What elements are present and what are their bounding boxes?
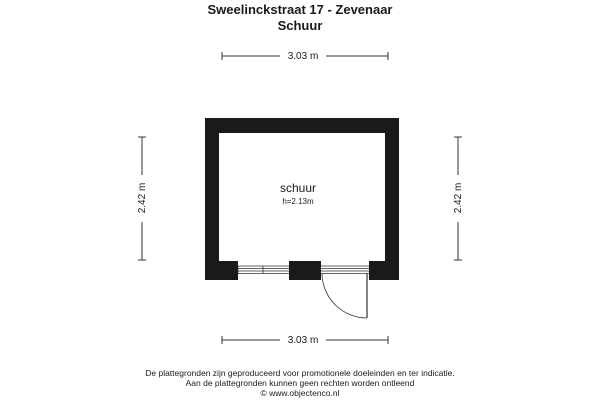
- dimension-bottom: [222, 335, 388, 346]
- dimension-right-label: 2.42 m: [453, 182, 464, 214]
- dimension-left: [137, 137, 148, 260]
- dimension-top: [222, 51, 388, 62]
- dimension-bottom-label: 3.03 m: [287, 335, 319, 346]
- plan-subtitle: Schuur: [277, 18, 323, 33]
- window: [238, 266, 289, 274]
- disclaimer-line-1: De plattegronden zijn geproduceerd voor promotionele doeleinden en ter indicatie.: [145, 368, 455, 378]
- dimension-left-label: 2.42 m: [137, 182, 148, 214]
- door: [321, 266, 369, 318]
- plan-title: Sweelinckstraat 17 - Zevenaar: [207, 2, 393, 17]
- wall-bottom-left: [205, 261, 238, 280]
- wall-bottom-middle: [289, 261, 321, 280]
- dimension-right: [453, 137, 464, 260]
- room-name: schuur: [279, 181, 317, 195]
- wall-left: [205, 118, 219, 280]
- wall-right: [385, 118, 399, 280]
- wall-bottom-right: [369, 261, 399, 280]
- dimension-top-label: 3.03 m: [287, 51, 319, 62]
- room-height: h=2.13m: [282, 197, 314, 206]
- copyright-line: © www.objectenco.nl: [260, 388, 340, 398]
- wall-top: [205, 118, 399, 133]
- door-swing-arc: [322, 274, 367, 319]
- disclaimer-line-2: Aan de plattegronden kunnen geen rechten worden ontleend: [185, 378, 415, 388]
